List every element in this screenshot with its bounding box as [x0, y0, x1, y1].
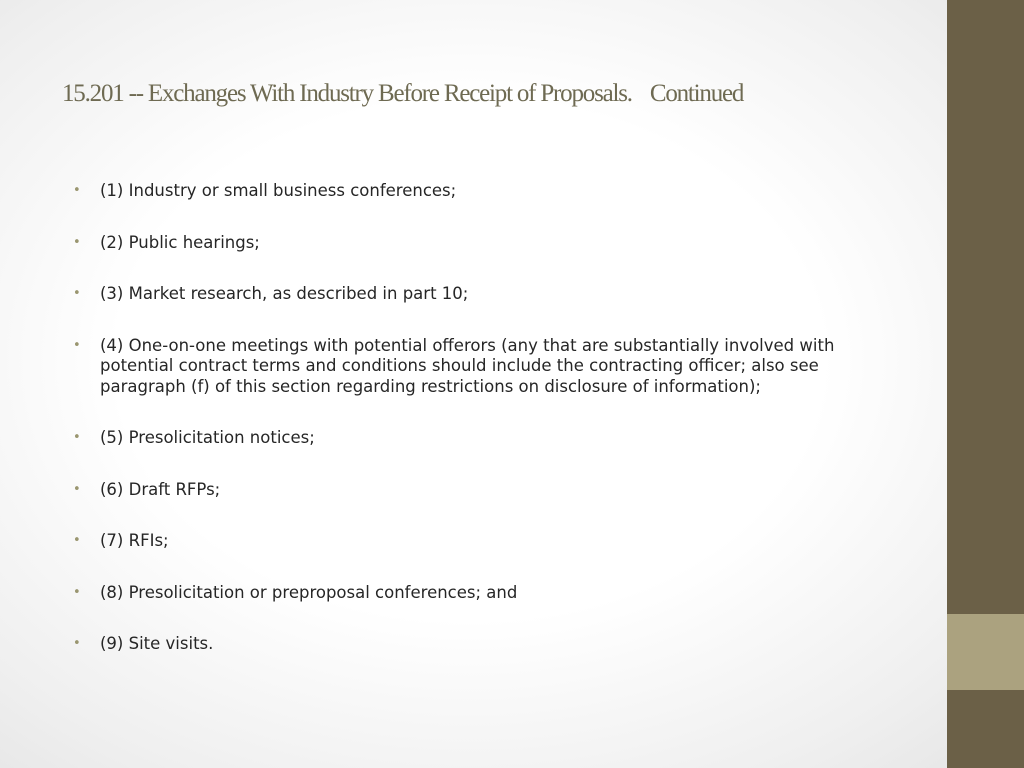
- bullet-dot-icon: •: [73, 636, 81, 651]
- slide-title-main: 15.201 -- Exchanges With Industry Before Receipt of Proposals: [62, 80, 627, 107]
- bullet-dot-icon: •: [73, 584, 81, 600]
- bullet-item: [73, 181, 893, 202]
- bullet-item: [73, 428, 893, 449]
- bullet-dot-icon: •: [73, 533, 81, 548]
- bullet-dot-icon: •: [73, 337, 81, 353]
- bullet-dot-icon: •: [73, 183, 81, 198]
- bullet-dot-icon: •: [73, 430, 81, 445]
- slide-title: [62, 80, 932, 108]
- bullet-text: (7) RFIs;: [100, 531, 169, 550]
- slide-title-separator: .: [626, 80, 632, 107]
- bullet-list: [73, 181, 893, 686]
- bullet-dot-icon: •: [73, 234, 81, 250]
- bullet-item: [73, 583, 893, 604]
- bullet-item: [73, 284, 893, 305]
- sidebar-accent-block: [947, 614, 1024, 690]
- bullet-item: [73, 233, 893, 254]
- bullet-text: (5) Presolicitation notices;: [100, 428, 315, 447]
- bullet-text: (2) Public hearings;: [100, 232, 260, 252]
- bullet-item: [73, 336, 893, 398]
- bullet-text: (1) Industry or small business conferences;: [100, 181, 457, 200]
- bullet-dot-icon: •: [73, 286, 81, 301]
- bullet-text: (6) Draft RFPs;: [100, 479, 221, 499]
- bullet-dot-icon: •: [73, 481, 81, 497]
- bullet-item: [73, 531, 893, 552]
- bullet-text: (4) One-on-one meetings with potential offerors (any that are substantially involved with potential contract terms and conditions should include the contracting officer; also see paragraph (f) of this section regarding restrictions on disclosure of information);: [100, 335, 835, 396]
- bullet-item: [73, 634, 893, 655]
- bullet-text: (9) Site visits.: [100, 634, 214, 653]
- bullet-item: [73, 480, 893, 501]
- bullet-text: (3) Market research, as described in part 10;: [100, 284, 469, 303]
- bullet-text: (8) Presolicitation or preproposal conferences; and: [100, 582, 518, 602]
- slide-title-suffix: Continued: [649, 80, 744, 107]
